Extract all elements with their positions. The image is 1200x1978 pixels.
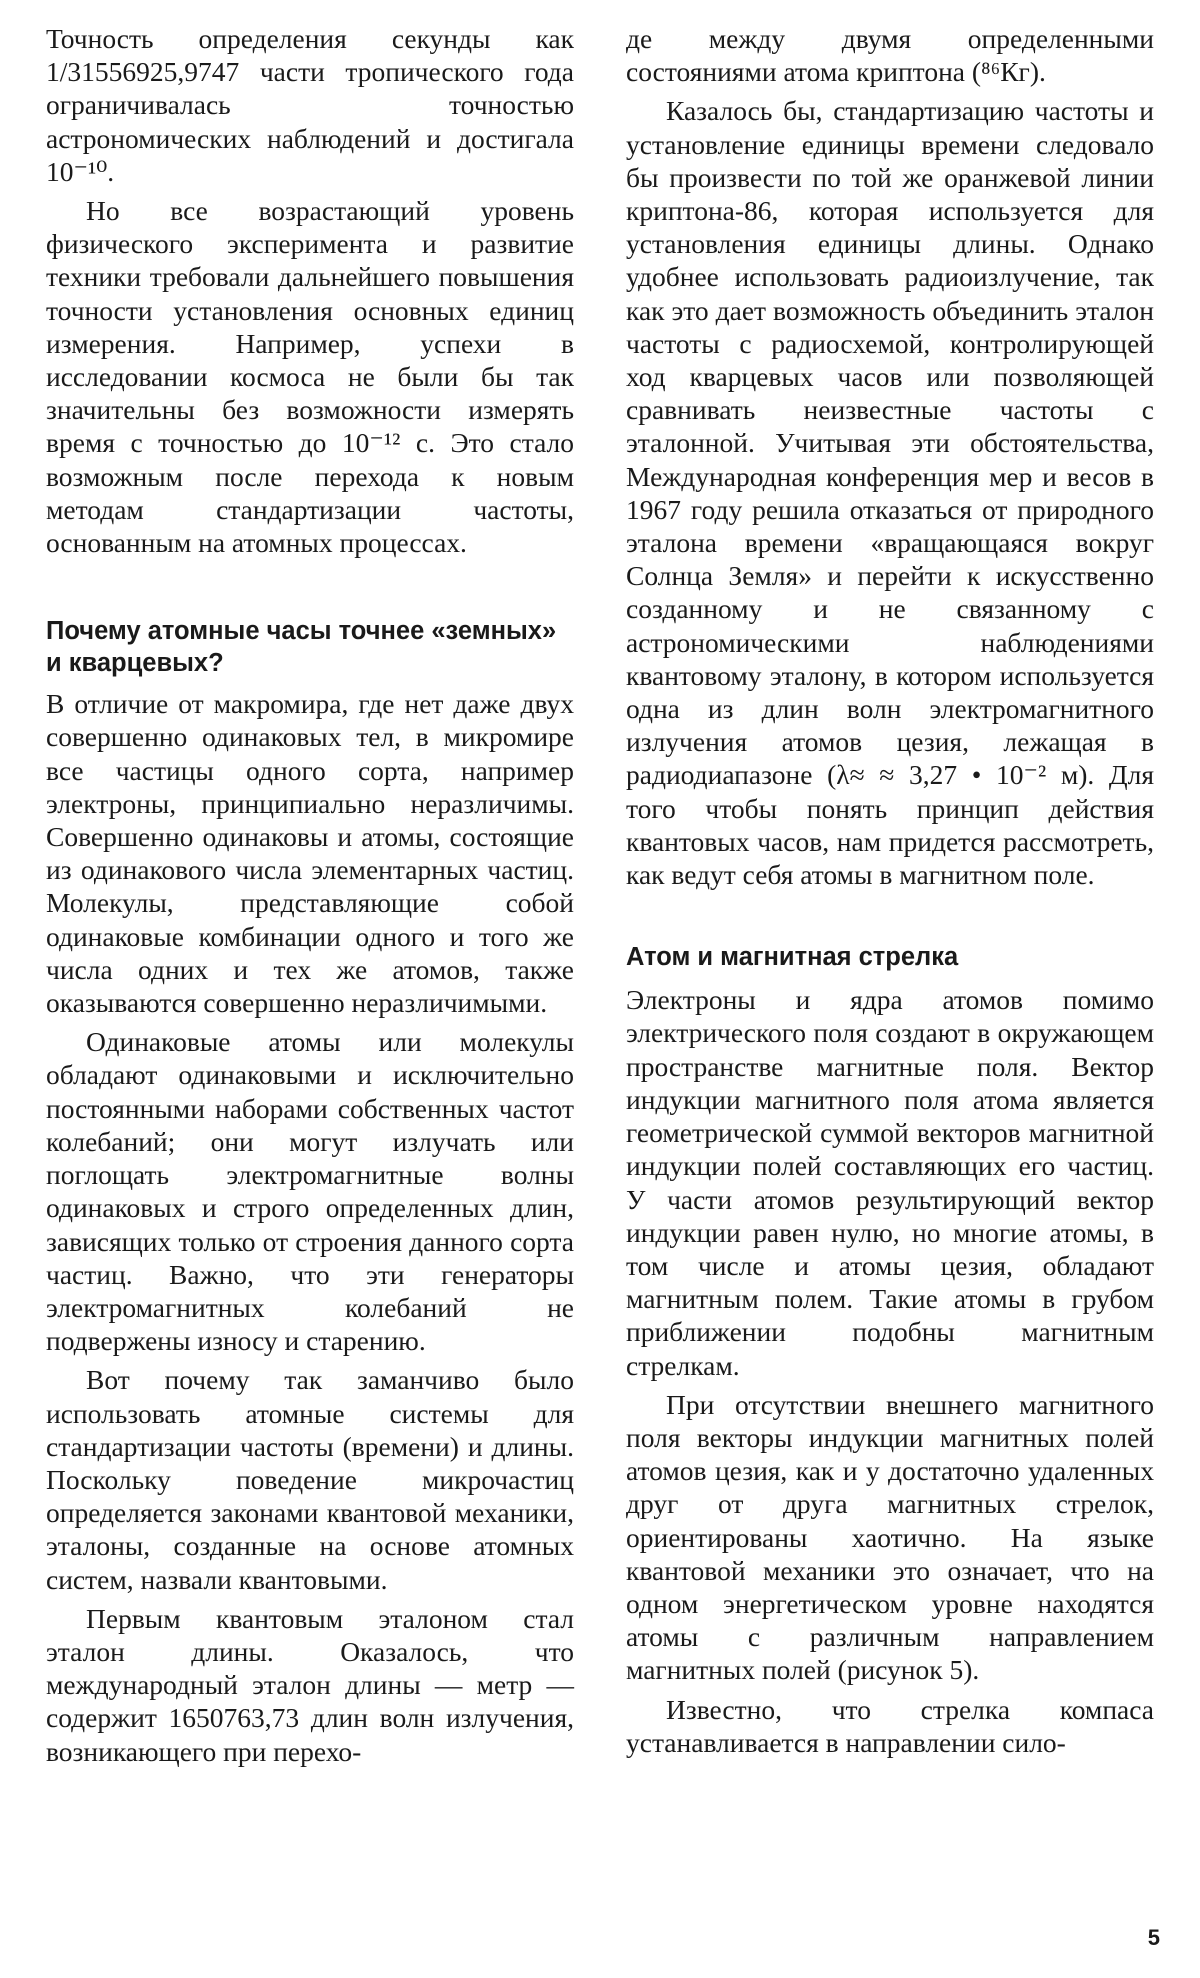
paragraph-chaotic-orientation: При отсутствии внешнего магнитного поля векторы индукции магнитных полей атомов цезия, как и у достаточно удаленных друг от друга магнитных стрелок, ориентированы хаотично. На языке квантовой механики это означает, что на одном энергетическом уровне находятся атомы с различным направлением магнитных полей (рисунок 5).	[626, 1388, 1154, 1686]
paragraph-krypton-transition: де между двумя определенными состояниями атома криптона (⁸⁶Кг).	[626, 23, 1154, 88]
paragraph-second-definition: Точность определения секунды как 1/31556925,9747 части тропического года ограничивалась точностью астрономических наблюдений и достигала 10⁻¹⁰.	[46, 23, 574, 187]
paragraph-length-standard: Первым квантовым эталоном стал эталон длины. Оказалось, что международный эталон длины — метр — содержит 1650763,73 длин волн излучения, возникающего при перехо-	[46, 1602, 574, 1767]
paragraph-precision-requirements: Но все возрастающий уровень физического эксперимента и развитие техники требовали дальнейшего повышения точности установления основных единиц измерения. Например, успехи в исследовании космоса не были бы так значительны без возможности измерять время с точностью до 10⁻¹² с. Это стало возможным после перехода к новым методам стандартизации частоты, основанным на атомных процессах.	[46, 195, 574, 559]
paragraph-quantum-standards: Вот почему так заманчиво было использовать атомные системы для стандартизации частоты (времени) и длины. Поскольку поведение микрочастиц определяется законами квантовой механики, эталоны, созданные на основе атомных систем, назвали квантовыми.	[46, 1364, 574, 1595]
right-column	[626, 22, 1154, 1759]
heading-atom-magnet: Атом и магнитная стрелка	[626, 943, 959, 972]
paragraph-identical-atoms: Одинаковые атомы или молекулы обладают одинаковыми и исключительно постоянными наборами собственных частот колебаний; они могут излучать или поглощать электромагнитные волны одинаковых и строго определенных длин, зависящих только от строения данного сорта частиц. Важно, что эти генераторы электромагнитных колебаний не подвержены износу и старению.	[46, 1026, 574, 1357]
paragraph-cesium-standard: Казалось бы, стандартизацию частоты и установление единицы времени следовало бы произвести по той же оранжевой линии криптона-86, которая используется для установления единицы длины. Однако удобнее использовать радиоизлучение, так как это дает возможность объединить эталон частоты с радиосхемой, контролирующей ход кварцевых часов или позволяющей сравнивать неизвестные частоты с эталонной. Учитывая эти обстоятельства, Международная конференция мер и весов в 1967 году решила отказаться от природного эталона времени «вращающаяся вокруг Солнца Земля» и перейти к искусственно созданному и не связанному с астрономическими наблюдениями квантовому эталону, в котором используется одна из длин волн электромагнитного излучения атомов цезия, лежащая в радиодиапазоне (λ≈ ≈ 3,27 • 10⁻² м). Для того чтобы понять принцип действия квантовых часов, нам придется рассмотреть, как ведут себя атомы в магнитном поле.	[626, 95, 1154, 891]
page-number: 5	[1147, 1925, 1160, 1950]
paragraph-compass-needle: Известно, что стрелка компаса устанавливается в направлении сило-	[626, 1693, 1154, 1758]
left-column	[46, 22, 574, 1768]
paragraph-magnetic-fields: Электроны и ядра атомов помимо электрического поля создают в окружающем пространстве магнитные поля. Вектор индукции магнитного поля атома является геометрической суммой векторов магнитной индукции полей составляющих его частиц. У части атомов результирующий вектор индукции равен нулю, но многие атомы, в том числе и атомы цезия, обладают магнитным полем. Такие атомы в грубом приближении подобны магнитным стрелкам.	[626, 984, 1154, 1381]
heading-atomic-clocks: Почему атомные часы точнее «земных» и кварцевых?	[46, 617, 557, 678]
paragraph-microworld: В отличие от макромира, где нет даже двух совершенно одинаковых тел, в микромире все частицы одного сорта, например электроны, принципиально неразличимы. Совершенно одинаковы и атомы, состоящие из одинакового числа элементарных частиц. Молекулы, представляющие собой одинаковые комбинации одного и того же числа одних и тех же атомов, также оказываются совершенно неразличимыми.	[46, 688, 574, 1019]
